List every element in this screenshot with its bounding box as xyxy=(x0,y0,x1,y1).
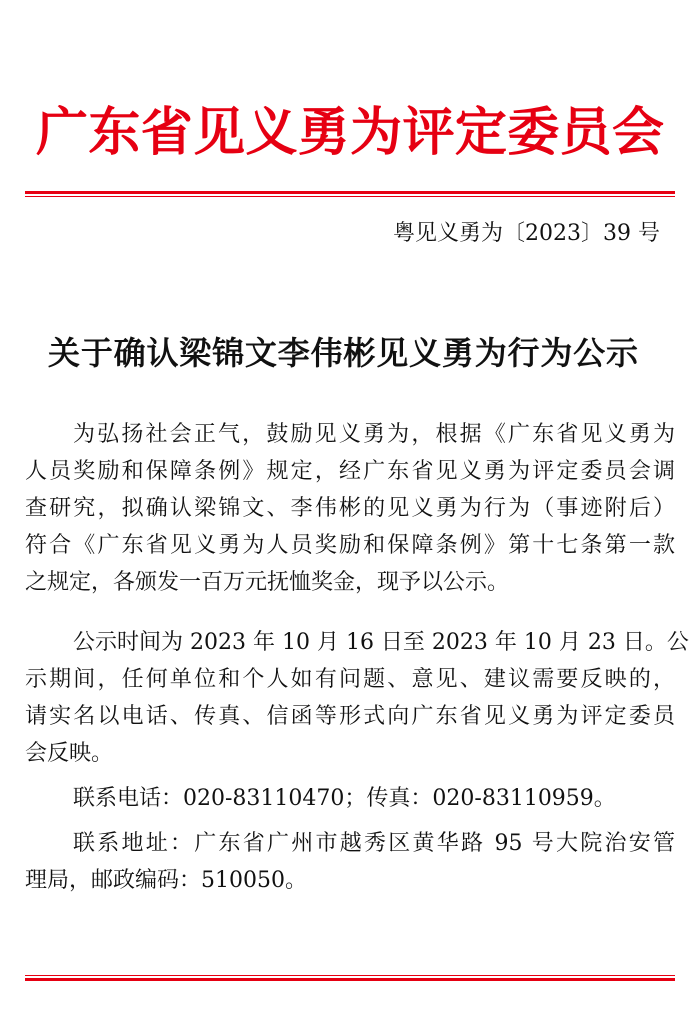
document-number: 粤见义勇为〔2023〕39 号 xyxy=(393,221,660,246)
body-line: 示期间，任何单位和个人如有问题、意见、建议需要反映的， xyxy=(25,667,675,692)
footer-divider-thin xyxy=(25,975,675,976)
footer-divider-thick xyxy=(25,978,675,981)
notice-title: 关于确认梁锦文李伟彬见义勇为行为公示 xyxy=(48,334,638,372)
body-line: 查研究，拟确认梁锦文、李伟彬的见义勇为行为（事迹附后） xyxy=(25,496,675,521)
body-line: 之规定，各颁发一百万元抚恤奖金，现予以公示。 xyxy=(25,570,510,595)
body-line: 会反映。 xyxy=(25,741,114,766)
header-divider-thin xyxy=(25,196,675,197)
body-line: 人员奖励和保障条例》规定，经广东省见义勇为评定委员会调 xyxy=(25,459,675,484)
contact-address: 联系地址：广东省广州市越秀区黄华路 95 号大院治安管 xyxy=(73,831,675,856)
issuer-title: 广东省见义勇为评定委员会 xyxy=(36,102,664,163)
contact-address-cont: 理局，邮政编码：510050。 xyxy=(25,868,307,893)
header-divider-thick xyxy=(25,191,675,194)
body-line: 符合《广东省见义勇为人员奖励和保障条例》第十七条第一款 xyxy=(25,533,675,558)
body-line: 公示时间为 2023 年 10 月 16 日至 2023 年 10 月 23 日。公 xyxy=(73,630,689,655)
contact-phone: 联系电话：020-83110470；传真：020-83110959。 xyxy=(73,786,616,811)
body-line: 请实名以电话、传真、信函等形式向广东省见义勇为评定委员 xyxy=(25,704,675,729)
body-line: 为弘扬社会正气，鼓励见义勇为，根据《广东省见义勇为 xyxy=(73,422,675,447)
